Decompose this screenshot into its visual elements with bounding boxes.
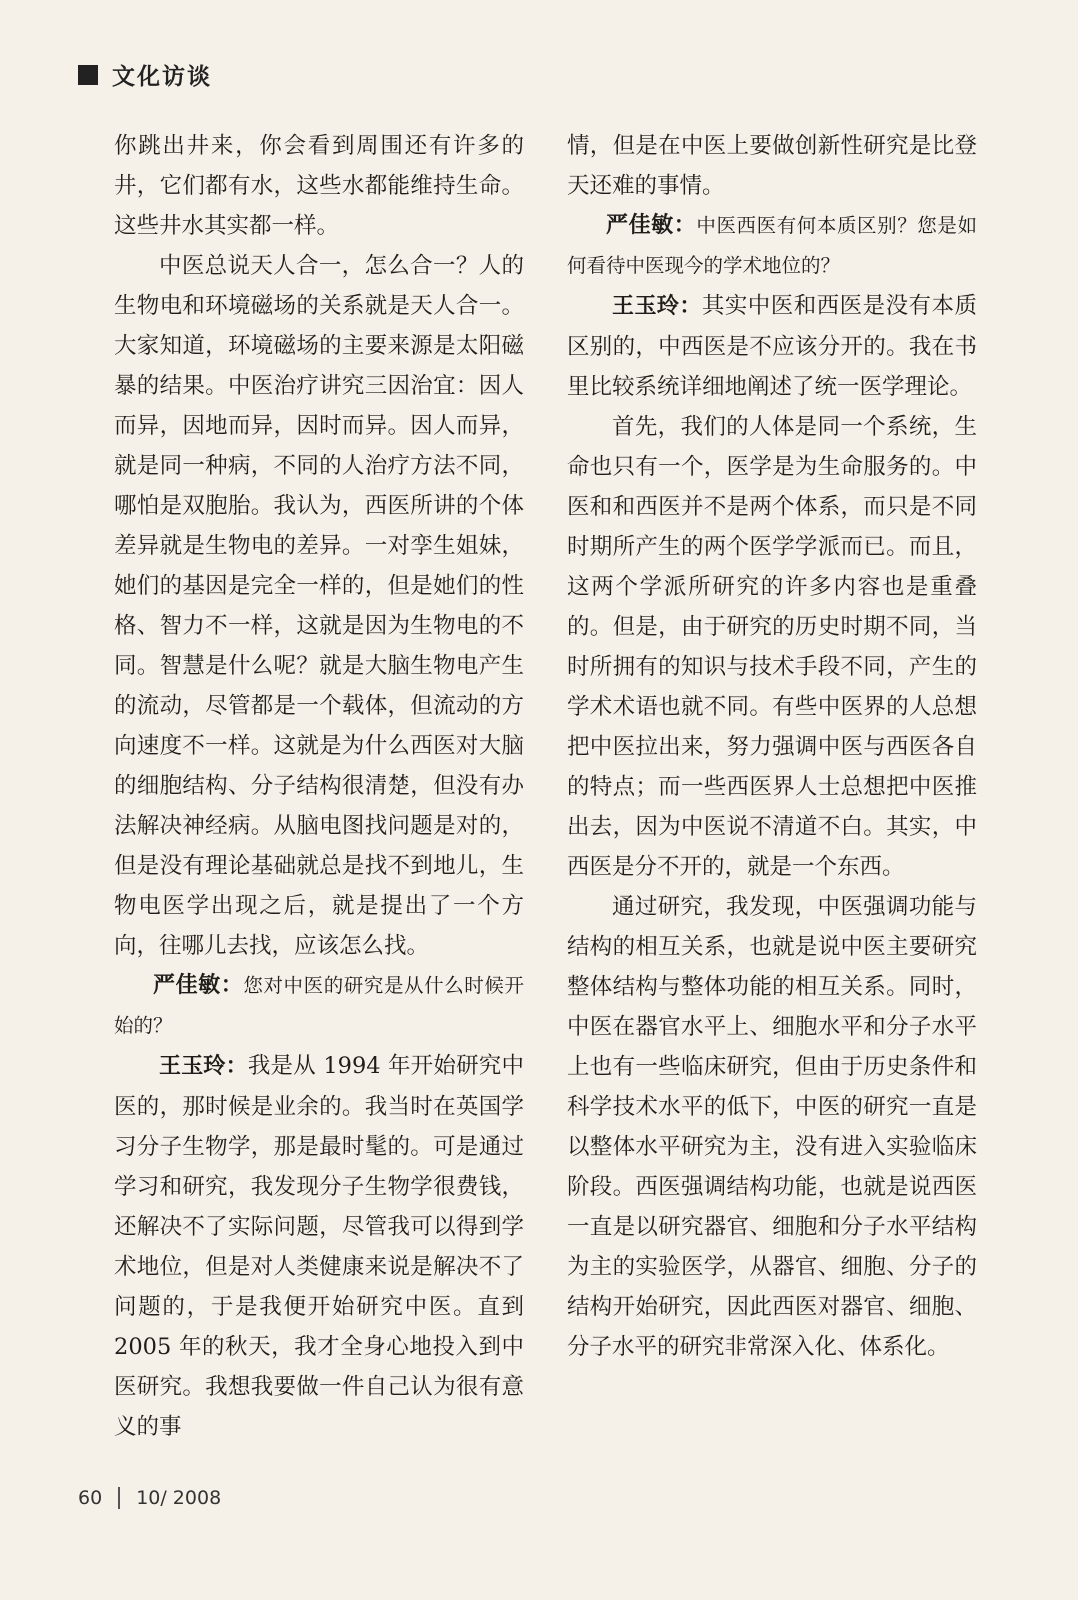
- speaker-name: 王玉玲：: [612, 294, 702, 319]
- speaker-name: 严佳敏：: [153, 973, 244, 998]
- paragraph: 你跳出井来，你会看到周围还有许多的井，它们都有水，这些水都能维持生命。这些井水其实都一样。: [114, 133, 524, 239]
- paragraph: 通过研究，我发现，中医强调功能与结构的相互关系，也就是说中医主要研究整体结构与整体功能的相互关系。同时，中医在器官水平上、细胞水平和分子水平上也有一些临床研究，但由于历史条件和科学技术水平的低下，中医的研究一直是以整体水平研究为主，没有进入实验临床阶段。西医强调结构功能，也就是说西医一直是以研究器官、细胞和分子水平结构为主的实验医学，从器官、细胞、分子的结构开始研究，因此西医对器官、细胞、分子水平的研究非常深入化、体系化。: [567, 894, 977, 1360]
- question-text: 您对中医的研究是从什么时候开始的？: [114, 974, 524, 1037]
- paragraph: 情，但是在中医上要做创新性研究是比登天还难的事情。: [567, 133, 977, 199]
- issue-date: 10/ 2008: [136, 1487, 222, 1509]
- paragraph: 首先，我们的人体是同一个系统，生命也只有一个，医学是为生命服务的。中医和和西医并不是两个体系，而只是不同时期所产生的两个医学学派而已。而且，这两个学派所研究的许多内容也是重叠的。但是，由于研究的历史时期不同，当时所拥有的知识与技术手段不同，产生的学术术语也就不同。有些中医界的人总想把中医拉出来，努力强调中医与西医各自的特点；而一些西医界人士总想把中医推出去，因为中医说不清道不白。其实，中西医是分不开的，就是一个东西。: [567, 414, 977, 880]
- interview-answer: [114, 1046, 524, 1447]
- right-column: [567, 126, 977, 1367]
- section-marker-icon: [78, 65, 98, 85]
- question-text: 中医西医有何本质区别？您是如何看待中医现今的学术地位的？: [567, 214, 977, 277]
- section-title: 文化访谈: [112, 64, 212, 90]
- interview-question: [567, 206, 977, 286]
- footer-divider: [118, 1487, 120, 1509]
- answer-text: 其实中医和西医是没有本质区别的，中西医是不应该分开的。我在书里比较系统详细地阐述了统一医学理论。: [567, 293, 977, 400]
- speaker-name: 王玉玲：: [159, 1054, 248, 1079]
- speaker-name: 严佳敏：: [606, 213, 697, 238]
- page-footer: [78, 1487, 221, 1509]
- paragraph: 中医总说天人合一，怎么合一？人的生物电和环境磁场的关系就是天人合一。大家知道，环境磁场的主要来源是太阳磁暴的结果。中医治疗讲究三因治宜：因人而异，因地而异，因时而异。因人而异，就是同一种病，不同的人治疗方法不同，哪怕是双胞胎。我认为，西医所讲的个体差异就是生物电的差异。一对孪生姐妹，她们的基因是完全一样的，但是她们的性格、智力不一样，这就是因为生物电的不同。智慧是什么呢？就是大脑生物电产生的流动，尽管都是一个载体，但流动的方向速度不一样。这就是为什么西医对大脑的细胞结构、分子结构很清楚，但没有办法解决神经病。从脑电图找问题是对的，但是没有理论基础就总是找不到地儿，生物电医学出现之后，就是提出了一个方向，往哪儿去找，应该怎么找。: [114, 253, 524, 959]
- answer-text: 我是从 1994 年开始研究中医的，那时候是业余的。我当时在英国学习分子生物学，那是最时髦的。可是通过学习和研究，我发现分子生物学很费钱，还解决不了实际问题，尽管我可以得到学术地位，但是对人类健康来说是解决不了问题的，于是我便开始研究中医。直到 2005 年的秋天，我才全身心地投入到中医研究。我想我要做一件自己认为很有意义的事: [114, 1053, 524, 1440]
- left-column: [114, 126, 524, 1447]
- interview-answer: [567, 286, 977, 407]
- section-header: [78, 58, 212, 91]
- interview-question: [114, 966, 524, 1046]
- page-number: 60: [78, 1487, 103, 1509]
